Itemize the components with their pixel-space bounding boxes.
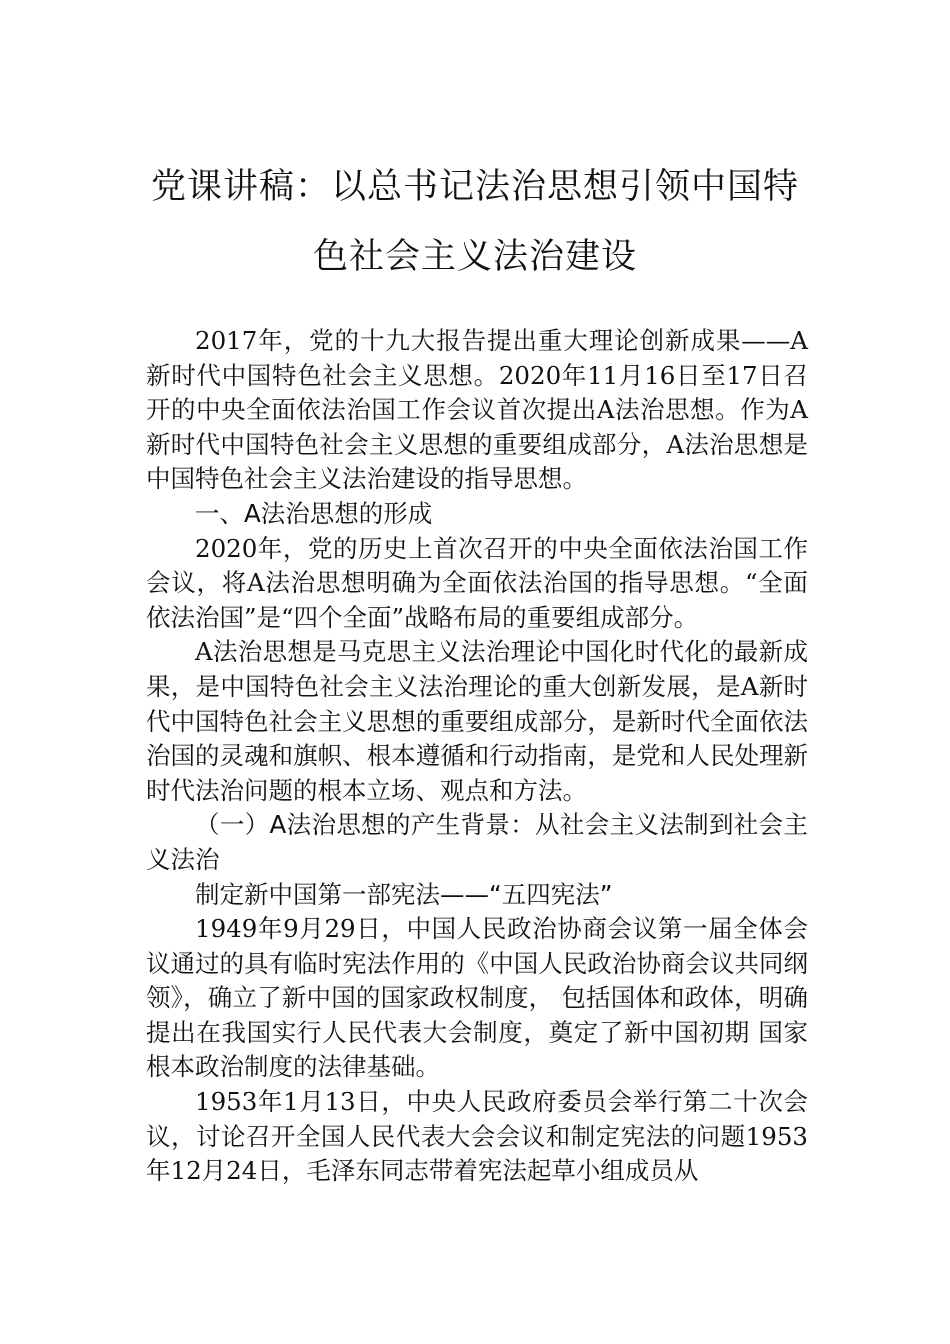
paragraph: 1949年9月29日，中国人民政治协商会议第一届全体会议通过的具有临时宪法作用的《中国人民政治协商会议共同纲领》，确立了新中国的国家政权制度， 包括国体和政体，明确提出在我国实行人民代表大会制度，奠定了新中国初期 国家根本政治制度的法律基础。	[146, 914, 808, 1082]
subsection-heading-1: （一）A法治思想的产生背景：从社会主义法制到社会主义法治	[146, 810, 808, 874]
paragraph-intro: 2017年，党的十九大报告提出重大理论创新成果——A新时代中国特色社会主义思想。2020年11月16日至17日召开的中央全面依法治国工作会议首次提出A法治思想。作为A新时代中国特色社会主义思想的重要组成部分，A法治思想是中国特色社会主义法治建设的指导思想。	[146, 326, 808, 494]
paragraph: 1953年1月13日，中央人民政府委员会举行第二十次会议，讨论召开全国人民代表大会会议和制定宪法的问题1953年12月24日，毛泽东同志带着宪法起草小组成员从	[146, 1087, 808, 1186]
paragraph: A法治思想是马克思主义法治理论中国化时代化的最新成果，是中国特色社会主义法治理论的重大创新发展，是A新时代中国特色社会主义思想的重要组成部分，是新时代全面依法治国的灵魂和旗帜、根本遵循和行动指南，是党和人民处理新时代法治问题的根本立场、观点和方法。	[146, 637, 808, 805]
document-title	[140, 152, 810, 292]
title-line-1: 党课讲稿：以总书记法治思想引领中国特	[150, 167, 799, 207]
section-heading-1: 一、A法治思想的形成	[195, 498, 433, 528]
paragraph: 2020年，党的历史上首次召开的中央全面依法治国工作会议，将A法治思想明确为全面依法治国的指导思想。“全面依法治国”是“四个全面”战略布局的重要组成部分。	[146, 533, 808, 632]
title-line-2: 色社会主义法治建设	[312, 237, 637, 277]
topic-heading: 制定新中国第一部宪法——“五四宪法”	[195, 879, 613, 909]
document-body	[146, 324, 808, 1189]
